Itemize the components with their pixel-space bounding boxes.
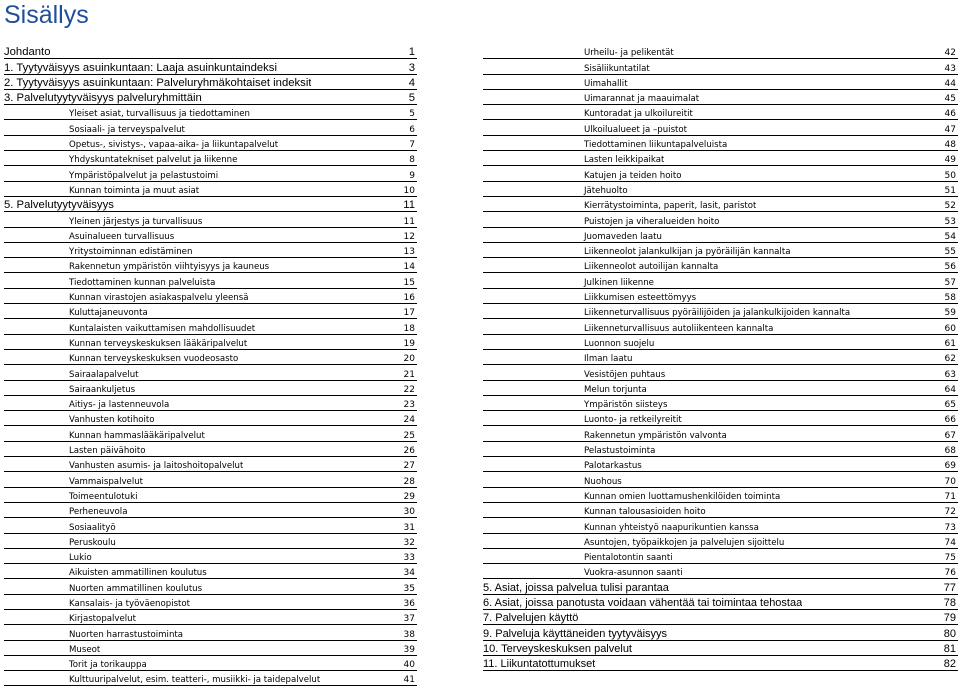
toc-entry-page: 82 bbox=[943, 658, 956, 671]
toc-entry[interactable] bbox=[483, 442, 958, 457]
toc-entry-page: 58 bbox=[944, 293, 956, 304]
toc-entry-label: Vuokra-asunnon saanti bbox=[584, 568, 683, 579]
toc-entry-label: 5. Palvelutyytyväisyys bbox=[4, 199, 114, 212]
toc-entry[interactable] bbox=[483, 411, 958, 426]
toc-entry-label: Luonnon suojelu bbox=[584, 338, 655, 349]
toc-entry-page: 20 bbox=[403, 354, 415, 365]
toc-entry-label: Kunnan toiminta ja muut asiat bbox=[69, 185, 200, 196]
toc-entry[interactable] bbox=[4, 442, 417, 457]
toc-entry-label: Kunnan terveyskeskuksen vuodeosasto bbox=[69, 354, 239, 365]
toc-entry-label: Rakennetun ympäristön valvonta bbox=[584, 430, 727, 441]
toc-entry-page: 53 bbox=[944, 216, 956, 227]
toc-entry[interactable] bbox=[4, 381, 417, 396]
toc-entry-page: 43 bbox=[944, 63, 956, 74]
toc-entry[interactable] bbox=[4, 136, 417, 151]
toc-entry-page: 72 bbox=[944, 507, 956, 518]
toc-entry-page: 27 bbox=[403, 461, 415, 472]
toc-entry-label: Sairaankuljetus bbox=[69, 384, 136, 395]
toc-entry-page: 34 bbox=[403, 568, 415, 579]
toc-entry-label: Perheneuvola bbox=[69, 507, 128, 518]
toc-entry[interactable] bbox=[4, 350, 417, 365]
toc-entry[interactable] bbox=[483, 381, 958, 396]
toc-entry-page: 79 bbox=[943, 612, 956, 625]
toc-entry[interactable] bbox=[4, 457, 417, 472]
toc-entry-page: 59 bbox=[944, 308, 956, 319]
toc-entry-label: Kirjastopalvelut bbox=[69, 614, 137, 625]
toc-entry-label: 7. Palvelujen käyttö bbox=[483, 612, 579, 625]
toc-entry-label: Liikenneolot jalankulkijan ja pyöräilijän kannalta bbox=[584, 247, 791, 258]
toc-entry[interactable] bbox=[4, 595, 417, 610]
toc-entry-label: Kunnan terveyskeskuksen lääkäripalvelut bbox=[69, 338, 248, 349]
toc-entry-page: 36 bbox=[403, 598, 415, 609]
toc-entry-page: 71 bbox=[944, 491, 956, 502]
toc-entry[interactable] bbox=[483, 120, 958, 135]
toc-entry-label: Pientalotontin saanti bbox=[584, 553, 673, 564]
toc-entry-page: 8 bbox=[409, 155, 415, 166]
toc-entry-label: 6. Asiat, joissa panotusta voidaan vähentää tai toimintaa tehostaa bbox=[483, 596, 803, 609]
toc-entry[interactable] bbox=[4, 258, 417, 273]
toc-entry[interactable] bbox=[4, 182, 417, 197]
toc-entry[interactable] bbox=[483, 335, 958, 350]
toc-entry[interactable] bbox=[483, 503, 958, 518]
toc-entry-label: Museot bbox=[69, 644, 101, 655]
toc-entry-page: 15 bbox=[403, 277, 415, 288]
toc-entry-label: Asuinalueen turvallisuus bbox=[69, 231, 175, 242]
toc-entry[interactable] bbox=[4, 426, 417, 441]
toc-entry-label: 10. Terveyskeskuksen palvelut bbox=[483, 642, 632, 655]
toc-entry[interactable] bbox=[483, 579, 958, 594]
toc-entry-label: Vanhusten asumis- ja laitoshoitopalvelut bbox=[69, 461, 244, 472]
toc-entry-page: 29 bbox=[403, 491, 415, 502]
toc-entry[interactable] bbox=[4, 534, 417, 549]
toc-entry-label: Asuntojen, työpaikkojen ja palvelujen sijoittelu bbox=[584, 537, 785, 548]
toc-entry-label: Äitiys- ja lastenneuvola bbox=[69, 400, 170, 411]
toc-entry[interactable] bbox=[483, 457, 958, 472]
toc-entry[interactable] bbox=[483, 564, 958, 579]
toc-entry-label: Kunnan yhteistyö naapurikuntien kanssa bbox=[584, 522, 759, 533]
toc-entry-page: 4 bbox=[408, 76, 415, 89]
toc-entry-label: Vesistöjen puhtaus bbox=[584, 369, 666, 380]
toc-entry-label: Liikenneolot autoilijan kannalta bbox=[584, 262, 719, 273]
toc-entry-label: Juomaveden laatu bbox=[584, 231, 662, 242]
toc-entry-label: Sisäliikuntatilat bbox=[584, 63, 650, 74]
toc-entry-page: 41 bbox=[403, 675, 415, 686]
toc-entry-page: 19 bbox=[403, 338, 415, 349]
toc-entry-page: 77 bbox=[943, 581, 956, 594]
toc-entry-page: 21 bbox=[403, 369, 415, 380]
toc-entry-page: 70 bbox=[944, 476, 956, 487]
toc-entry[interactable] bbox=[4, 564, 417, 579]
toc-entry-label: Liikkumisen esteettömyys bbox=[584, 293, 697, 304]
toc-entry-label: Ympäristön siisteys bbox=[584, 400, 668, 411]
toc-entry[interactable] bbox=[4, 365, 417, 380]
toc-entry[interactable] bbox=[483, 44, 958, 59]
toc-entry-label: Nuorten harrastustoiminta bbox=[69, 629, 184, 640]
toc-entry[interactable] bbox=[4, 319, 417, 334]
toc-entry-label: Vanhusten kotihoito bbox=[69, 415, 155, 426]
toc-entry-page: 52 bbox=[944, 201, 956, 212]
toc-entry-label: Yhdyskuntatekniset palvelut ja liikenne bbox=[69, 155, 238, 166]
toc-entry[interactable] bbox=[483, 396, 958, 411]
toc-entry-page: 55 bbox=[944, 247, 956, 258]
toc-entry-page: 57 bbox=[944, 277, 956, 288]
toc-entry-label: Opetus-, sivistys-, vapaa-aika- ja liikuntapalvelut bbox=[69, 140, 279, 151]
toc-entry-label: Johdanto bbox=[4, 46, 51, 59]
toc-entry[interactable] bbox=[483, 319, 958, 334]
toc-entry-label: Kunnan omien luottamushenkilöiden toiminta bbox=[584, 491, 781, 502]
toc-entry-page: 32 bbox=[403, 537, 415, 548]
toc-entry-label: Sosiaali- ja terveyspalvelut bbox=[69, 124, 185, 135]
toc-entry-page: 11 bbox=[403, 216, 415, 227]
toc-entry-label: Yleinen järjestys ja turvallisuus bbox=[69, 216, 203, 227]
toc-entry-page: 67 bbox=[944, 430, 956, 441]
toc-entry-page: 22 bbox=[403, 384, 415, 395]
toc-entry-page: 5 bbox=[408, 92, 415, 105]
toc-entry-page: 81 bbox=[943, 642, 956, 655]
toc-entry[interactable] bbox=[483, 273, 958, 288]
toc-entry[interactable] bbox=[483, 625, 958, 640]
toc-entry-label: 1. Tyytyväisyys asuinkuntaan: Laaja asuinkuntaindeksi bbox=[4, 61, 277, 74]
toc-entry-label: Ilman laatu bbox=[584, 354, 633, 365]
toc-entry[interactable] bbox=[4, 243, 417, 258]
toc-entry-page: 65 bbox=[944, 400, 956, 411]
toc-entry[interactable] bbox=[4, 166, 417, 181]
toc-entry-page: 5 bbox=[409, 109, 415, 120]
toc-entry-label: Kuntalaisten vaikuttamisen mahdollisuudet bbox=[69, 323, 256, 334]
toc-entry-label: Kulttuuripalvelut, esim. teatteri-, musiikki- ja taidepalvelut bbox=[69, 675, 321, 686]
toc-entry-label: 3. Palvelutyytyväisyys palveluryhmittäin bbox=[4, 92, 202, 105]
toc-entry-label: Vammaispalvelut bbox=[69, 476, 144, 487]
toc-entry-label: Sosiaalityö bbox=[69, 522, 116, 533]
toc-entry[interactable] bbox=[483, 365, 958, 380]
toc-entry-page: 10 bbox=[403, 185, 415, 196]
toc-entry-label: 5. Asiat, joissa palvelua tulisi parantaa bbox=[483, 581, 669, 594]
toc-entry-page: 60 bbox=[944, 323, 956, 334]
toc-entry-page: 69 bbox=[944, 461, 956, 472]
toc-entry-page: 38 bbox=[403, 629, 415, 640]
toc-entry[interactable] bbox=[4, 610, 417, 625]
toc-entry-label: Urheilu- ja pelikentät bbox=[584, 48, 674, 59]
toc-entry-page: 25 bbox=[403, 430, 415, 441]
toc-entry[interactable] bbox=[4, 105, 417, 120]
toc-entry-label: Ympäristöpalvelut ja pelastustoimi bbox=[69, 170, 219, 181]
toc-entry[interactable] bbox=[483, 641, 958, 656]
toc-entry-page: 44 bbox=[944, 78, 956, 89]
page-title: Sisällys bbox=[4, 1, 89, 29]
toc-entry-label: Uimahallit bbox=[584, 78, 628, 89]
toc-entry[interactable] bbox=[4, 335, 417, 350]
toc-entry-label: Lasten päivähoito bbox=[69, 446, 146, 457]
toc-entry-label: 11. Liikuntatottumukset bbox=[483, 658, 596, 671]
toc-entry[interactable] bbox=[483, 182, 958, 197]
toc-entry[interactable] bbox=[483, 350, 958, 365]
toc-entry-page: 56 bbox=[944, 262, 956, 273]
toc-entry[interactable] bbox=[4, 120, 417, 135]
toc-entry[interactable] bbox=[4, 641, 417, 656]
toc-entry-label: Julkinen liikenne bbox=[584, 277, 654, 288]
toc-entry-label: Liikenneturvallisuus autoliikenteen kannalta bbox=[584, 323, 774, 334]
toc-entry-page: 39 bbox=[403, 644, 415, 655]
toc-left-column bbox=[4, 44, 417, 686]
toc-entry-page: 51 bbox=[944, 185, 956, 196]
toc-entry-page: 42 bbox=[944, 48, 956, 59]
toc-entry-page: 9 bbox=[409, 170, 415, 181]
toc-entry[interactable] bbox=[4, 212, 417, 227]
toc-entry[interactable] bbox=[483, 549, 958, 564]
toc-entry[interactable] bbox=[4, 656, 417, 671]
toc-entry-label: Toimeentulotuki bbox=[69, 491, 138, 502]
toc-entry-label: 9. Palveluja käyttäneiden tyytyväisyys bbox=[483, 627, 668, 640]
toc-entry-label: Kunnan virastojen asiakaspalvelu yleensä bbox=[69, 293, 249, 304]
toc-entry[interactable] bbox=[483, 243, 958, 258]
toc-entry-page: 48 bbox=[944, 140, 956, 151]
toc-entry-page: 30 bbox=[403, 507, 415, 518]
toc-entry[interactable] bbox=[4, 151, 417, 166]
toc-entry[interactable] bbox=[4, 304, 417, 319]
toc-entry[interactable] bbox=[483, 166, 958, 181]
toc-entry-page: 73 bbox=[944, 522, 956, 533]
toc-entry-page: 3 bbox=[408, 61, 415, 74]
toc-entry-label: Nuorten ammatillinen koulutus bbox=[69, 583, 203, 594]
toc-entry-label: Uimarannat ja maauimalat bbox=[584, 94, 700, 105]
toc-entry[interactable] bbox=[483, 75, 958, 90]
toc-entry-page: 54 bbox=[944, 231, 956, 242]
toc-entry-page: 18 bbox=[403, 323, 415, 334]
toc-entry-label: Lukio bbox=[69, 553, 92, 564]
toc-entry-page: 68 bbox=[944, 446, 956, 457]
toc-entry-label: Rakennetun ympäristön viihtyisyys ja kauneus bbox=[69, 262, 270, 273]
toc-entry-label: Tiedottaminen kunnan palveluista bbox=[69, 277, 216, 288]
toc-entry-page: 40 bbox=[403, 660, 415, 671]
toc-entry-label: Puistojen ja viheralueiden hoito bbox=[584, 216, 720, 227]
toc-entry-page: 17 bbox=[403, 308, 415, 319]
toc-entry-page: 64 bbox=[944, 384, 956, 395]
toc-entry[interactable] bbox=[4, 488, 417, 503]
toc-entry-page: 13 bbox=[403, 247, 415, 258]
toc-entry-page: 61 bbox=[944, 338, 956, 349]
toc-entry-label: Kuluttajaneuvonta bbox=[69, 308, 148, 319]
toc-entry-page: 35 bbox=[403, 583, 415, 594]
toc-entry[interactable] bbox=[4, 59, 417, 74]
toc-entry-label: Jätehuolto bbox=[584, 185, 628, 196]
toc-entry-page: 1 bbox=[408, 46, 415, 59]
toc-entry-page: 78 bbox=[943, 596, 956, 609]
toc-entry-page: 75 bbox=[944, 553, 956, 564]
toc-entry[interactable] bbox=[483, 136, 958, 151]
toc-entry[interactable] bbox=[483, 472, 958, 487]
toc-entry-page: 14 bbox=[403, 262, 415, 273]
toc-entry[interactable] bbox=[4, 90, 417, 105]
toc-entry-page: 31 bbox=[403, 522, 415, 533]
toc-entry[interactable] bbox=[4, 273, 417, 288]
toc-entry-label: Sairaalapalvelut bbox=[69, 369, 139, 380]
toc-entry-label: Nuohous bbox=[584, 476, 622, 487]
toc-entry[interactable] bbox=[483, 151, 958, 166]
toc-entry-page: 46 bbox=[944, 109, 956, 120]
toc-entry[interactable] bbox=[483, 656, 958, 671]
toc-entry-label: Tiedottaminen liikuntapalveluista bbox=[584, 140, 728, 151]
toc-entry-page: 33 bbox=[403, 553, 415, 564]
toc-entry-label: Yritystoiminnan edistäminen bbox=[69, 247, 193, 258]
toc-entry-page: 74 bbox=[944, 537, 956, 548]
toc-entry-page: 37 bbox=[403, 614, 415, 625]
toc-entry[interactable] bbox=[4, 472, 417, 487]
toc-entry[interactable] bbox=[483, 212, 958, 227]
toc-entry[interactable] bbox=[4, 625, 417, 640]
toc-entry-label: Melun torjunta bbox=[584, 384, 647, 395]
toc-entry-page: 24 bbox=[403, 415, 415, 426]
toc-entry-page: 62 bbox=[944, 354, 956, 365]
toc-right-column bbox=[483, 44, 958, 671]
toc-entry[interactable] bbox=[483, 534, 958, 549]
toc-entry-label: Torit ja torikauppa bbox=[69, 660, 147, 671]
toc-entry[interactable] bbox=[483, 59, 958, 74]
toc-entry-page: 11 bbox=[403, 199, 415, 212]
toc-entry[interactable] bbox=[4, 396, 417, 411]
toc-entry-label: Palotarkastus bbox=[584, 461, 642, 472]
toc-entry-page: 80 bbox=[943, 627, 956, 640]
toc-entry[interactable] bbox=[483, 518, 958, 533]
toc-entry-label: Kierrätystoiminta, paperit, lasit, paristot bbox=[584, 201, 757, 212]
toc-entry-page: 63 bbox=[944, 369, 956, 380]
toc-entry-page: 47 bbox=[944, 124, 956, 135]
toc-entry-page: 45 bbox=[944, 94, 956, 105]
toc-entry[interactable] bbox=[483, 304, 958, 319]
toc-entry[interactable] bbox=[4, 503, 417, 518]
toc-entry-page: 76 bbox=[944, 568, 956, 579]
toc-entry-page: 6 bbox=[409, 124, 415, 135]
toc-entry-label: Kuntoradat ja ulkoilureitit bbox=[584, 109, 693, 120]
toc-entry-label: Katujen ja teiden hoito bbox=[584, 170, 682, 181]
toc-entry-page: 50 bbox=[944, 170, 956, 181]
toc-entry-label: Yleiset asiat, turvallisuus ja tiedottaminen bbox=[69, 109, 250, 120]
toc-entry-page: 16 bbox=[403, 293, 415, 304]
toc-entry[interactable] bbox=[483, 228, 958, 243]
toc-entry-page: 49 bbox=[944, 155, 956, 166]
toc-entry[interactable] bbox=[4, 549, 417, 564]
toc-entry-page: 23 bbox=[403, 400, 415, 411]
toc-entry[interactable] bbox=[483, 197, 958, 212]
toc-entry[interactable] bbox=[4, 518, 417, 533]
toc-entry-label: Kansalais- ja työväenopistot bbox=[69, 598, 191, 609]
toc-entry[interactable] bbox=[4, 671, 417, 686]
toc-entry[interactable] bbox=[483, 258, 958, 273]
toc-entry[interactable] bbox=[483, 610, 958, 625]
toc-entry[interactable] bbox=[4, 75, 417, 90]
toc-entry-label: Luonto- ja retkeilyreitit bbox=[584, 415, 682, 426]
toc-entry-label: Liikenneturvallisuus pyöräilijöiden ja jalankulkijoiden kannalta bbox=[584, 308, 851, 319]
toc-entry-label: Lasten leikkipaikat bbox=[584, 155, 665, 166]
toc-entry[interactable] bbox=[4, 44, 417, 59]
toc-entry[interactable] bbox=[483, 105, 958, 120]
toc-entry-page: 26 bbox=[403, 446, 415, 457]
toc-entry-page: 66 bbox=[944, 415, 956, 426]
toc-entry-label: Pelastustoiminta bbox=[584, 446, 656, 457]
toc-entry-page: 7 bbox=[409, 140, 415, 151]
toc-entry[interactable] bbox=[483, 488, 958, 503]
toc-entry-label: Peruskoulu bbox=[69, 537, 116, 548]
toc-entry-label: Ulkoilualueet ja –puistot bbox=[584, 124, 688, 135]
toc-entry[interactable] bbox=[483, 595, 958, 610]
toc-entry[interactable] bbox=[4, 289, 417, 304]
toc-entry[interactable] bbox=[483, 289, 958, 304]
toc-entry[interactable] bbox=[4, 411, 417, 426]
toc-entry[interactable] bbox=[483, 90, 958, 105]
toc-entry-label: 2. Tyytyväisyys asuinkuntaan: Palveluryhmäkohtaiset indeksit bbox=[4, 76, 312, 89]
toc-entry-page: 12 bbox=[403, 231, 415, 242]
toc-entry[interactable] bbox=[4, 579, 417, 594]
toc-entry[interactable] bbox=[4, 228, 417, 243]
toc-entry-label: Kunnan hammaslääkäripalvelut bbox=[69, 430, 205, 441]
toc-entry[interactable] bbox=[483, 426, 958, 441]
toc-entry-label: Kunnan talousasioiden hoito bbox=[584, 507, 706, 518]
toc-entry-page: 28 bbox=[403, 476, 415, 487]
toc-entry[interactable] bbox=[4, 197, 417, 212]
toc-entry-label: Aikuisten ammatillinen koulutus bbox=[69, 568, 207, 579]
